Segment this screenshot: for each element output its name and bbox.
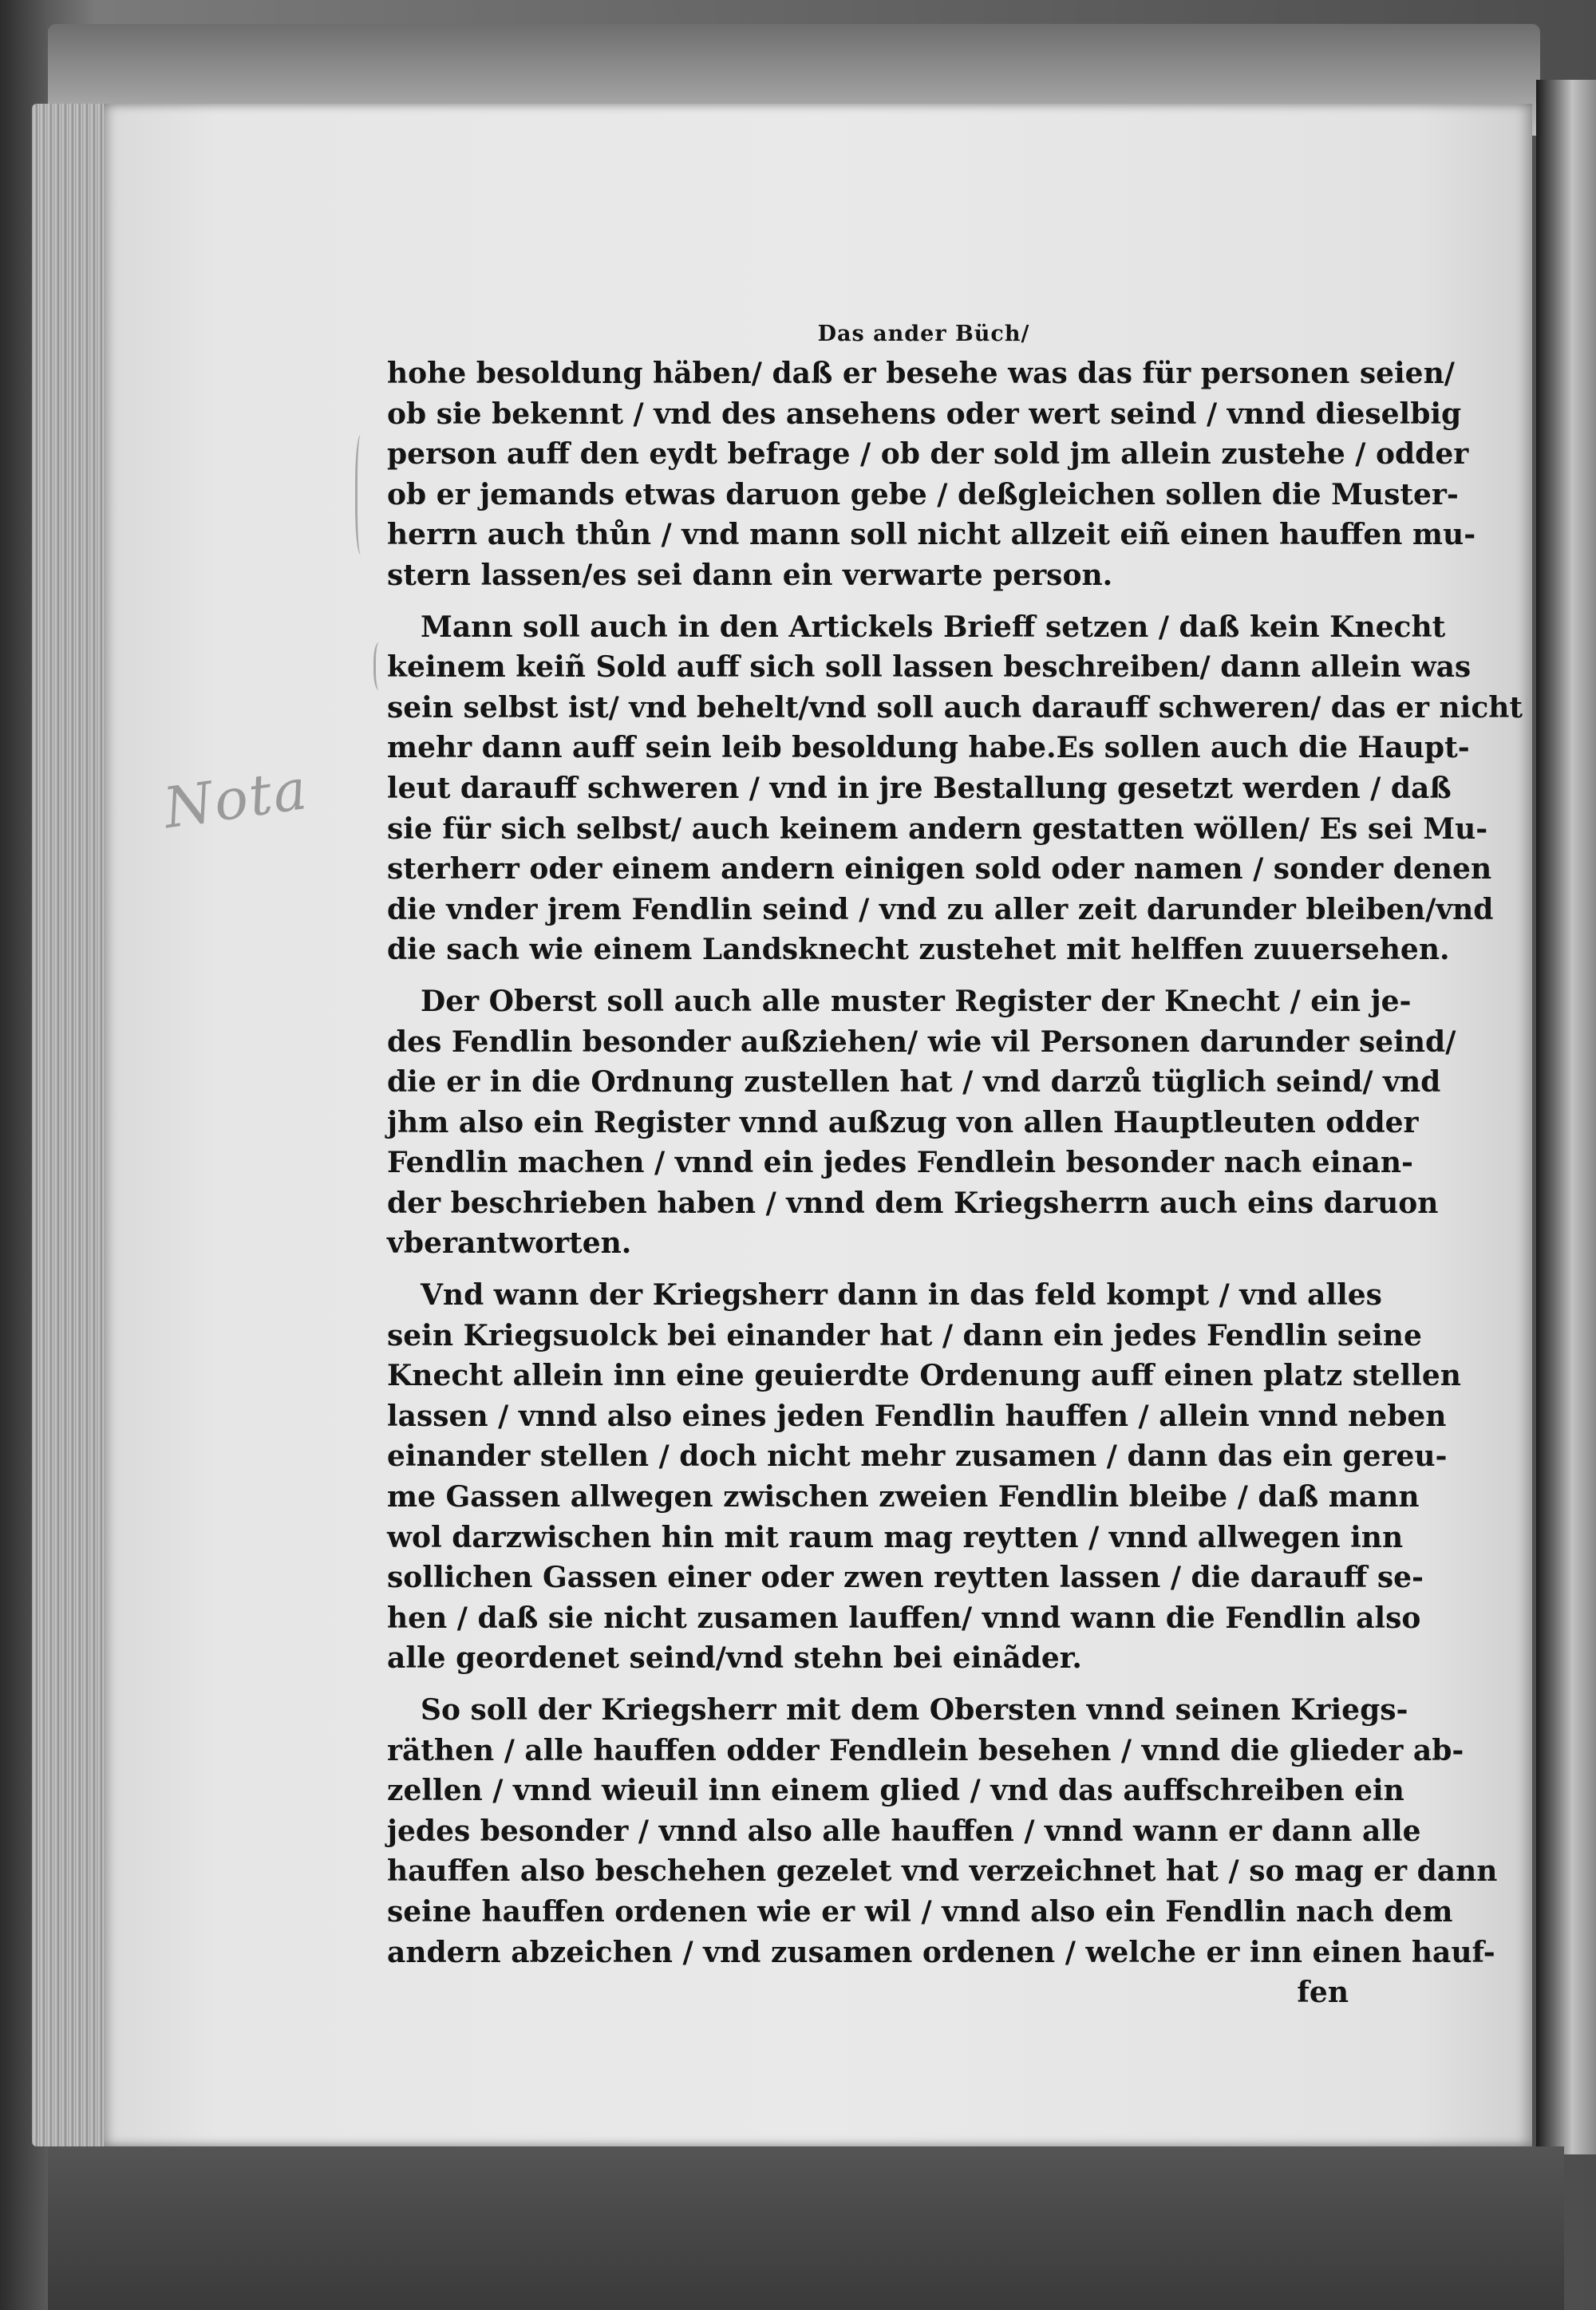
text-line: einander stellen / doch nicht mehr zusamen / dann das ein gereu- [387,1439,1448,1474]
text-line: ob sie bekennt / vnd des ansehens oder wert seind / vnnd dieselbig [387,397,1462,431]
text-line: sollichen Gassen einer oder zwen reytten lassen / die darauff se- [387,1561,1424,1595]
text-line: zellen / vnnd wieuil inn einem glied / vnd das auffschreiben ein [387,1774,1404,1808]
paragraph-4 [387,1275,1461,1679]
text-line: räthen / alle hauffen odder Fendlein besehen / vnnd die glieder ab- [387,1733,1464,1767]
text-line: mehr dann auff sein leib besoldung habe.Es sollen auch die Haupt- [387,731,1470,765]
text-line: Der Oberst soll auch alle muster Register der Knecht / ein je- [421,984,1412,1018]
text-line: Knecht allein inn eine geuierdte Ordenung auff einen platz stellen [387,1359,1461,1393]
page-text [387,315,1523,2013]
text-line: keinem keiñ Sold auff sich soll lassen beschreiben/ dann allein was [387,650,1472,685]
text-line: ob er jemands etwas daruon gebe / deßgleichen sollen die Muster- [387,477,1459,511]
text-line: des Fendlin besonder außziehen/ wie vil Personen darunder seind/ [387,1025,1456,1059]
text-line: Mann soll auch in den Artickels Brieff setzen / daß kein Knecht [421,610,1446,644]
text-line: herrn auch thůn / vnd mann soll nicht allzeit eiñ einen hauffen mu- [387,518,1476,552]
margin-bracket [355,435,369,555]
margin-bracket [373,642,387,690]
text-line: hauffen also beschehen gezelet vnd verzeichnet hat / so mag er dann [387,1854,1498,1889]
text-line: jedes besonder / vnnd also alle hauffen / vnnd wann er dann alle [387,1814,1421,1848]
text-line: der beschrieben haben / vnnd dem Kriegsherrn auch eins daruon [387,1186,1439,1220]
text-line: So soll der Kriegsherr mit dem Obersten vnnd seinen Kriegs- [421,1693,1408,1727]
paragraph-5 [387,1690,1498,1972]
running-head: Das ander Büch/ [817,322,1030,346]
text-line: alle geordenet seind/vnd stehn bei einãder. [387,1641,1082,1676]
text-line: seine hauffen ordenen wie er wil / vnnd also ein Fendlin nach dem [387,1894,1453,1929]
book-bottom-edge [48,2146,1564,2310]
text-line: die vnder jrem Fendlin seind / vnd zu aller zeit darunder bleiben/vnd [387,892,1494,926]
text-line: sie für sich selbst/ auch keinem andern gestatten wöllen/ Es sei Mu- [387,811,1488,846]
text-line: Vnd wann der Kriegsherr dann in das feld kompt / vnd alles [421,1278,1382,1313]
text-line: sein Kriegsuolck bei einander hat / dann ein jedes Fendlin seine [387,1318,1422,1352]
handwritten-margin-note: Nota [160,756,313,842]
text-line: sterherr oder einem andern einigen sold oder namen / sonder denen [387,852,1492,886]
text-line: andern abzeichen / vnd zusamen ordenen / welche er inn einen hauf- [387,1935,1495,1969]
text-line: wol darzwischen hin mit raum mag reytten / vnnd allwegen inn [387,1520,1404,1554]
page-stack-edge [32,104,112,2146]
text-line: lassen / vnnd also eines jeden Fendlin hauffen / allein vnnd neben [387,1399,1447,1433]
text-line: die er in die Ordnung zustellen hat / vnd darzů tüglich seind/ vnd [387,1065,1441,1100]
paragraph-2 [387,607,1523,970]
text-line: vberantworten. [387,1226,632,1261]
paragraph-1 [387,353,1476,596]
text-line: stern lassen/es sei dann ein verwarte person. [387,558,1113,592]
book-right-edge [1536,80,1596,2154]
catchword: fen [1297,1976,1349,2010]
text-line: hohe besoldung häben/ daß er besehe was das für personen seien/ [387,357,1455,390]
text-line: jhm also ein Register vnnd außzug von allen Hauptleuten odder [387,1105,1419,1139]
text-line: hen / daß sie nicht zusamen lauffen/ vnnd wann die Fendlin also [387,1601,1421,1635]
text-line: die sach wie einem Landsknecht zustehet mit helffen zuuersehen. [387,933,1450,967]
text-line: me Gassen allwegen zwischen zweien Fendlin bleibe / daß mann [387,1480,1420,1514]
text-line: leut darauff schweren / vnd in jre Bestallung gesetzt werden / daß [387,771,1452,805]
text-line: Fendlin machen / vnnd ein jedes Fendlein besonder nach einan- [387,1146,1413,1180]
paragraph-3 [387,981,1456,1264]
text-line: person auff den eydt befrage / ob der sold jm allein zustehe / odder [387,437,1469,472]
text-line: sein selbst ist/ vnd behelt/vnd soll auch darauff schweren/ das er nicht [387,690,1523,725]
